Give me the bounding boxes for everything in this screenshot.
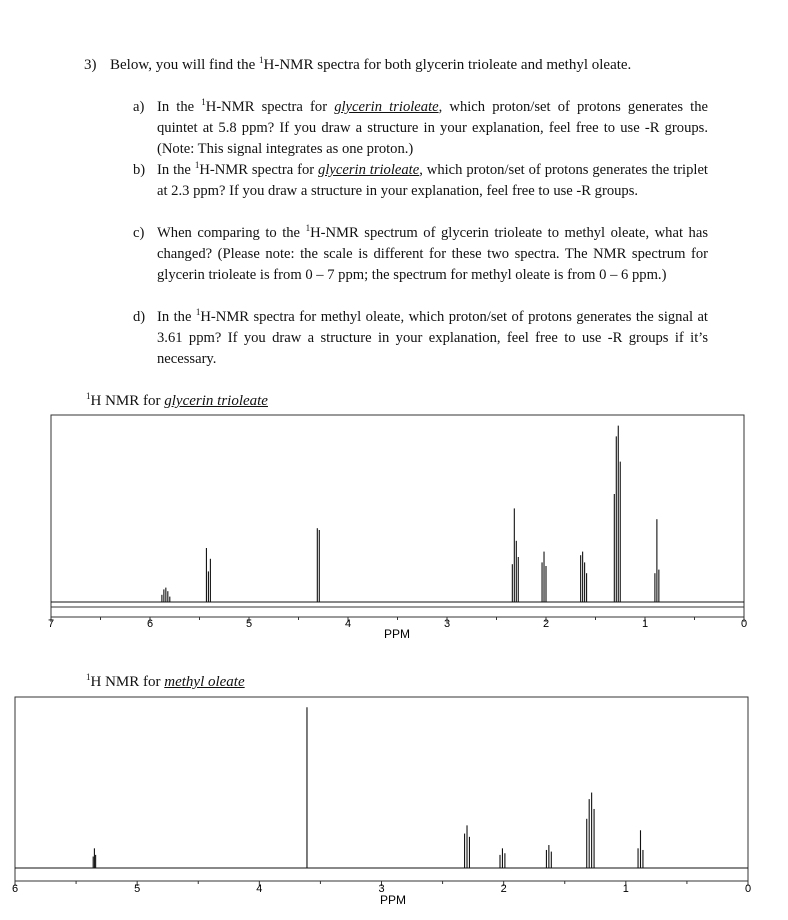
question-text-start: Below, you will find the — [110, 57, 260, 73]
axis-tick-label: 0 — [744, 883, 752, 895]
compound-name: glycerin trioleate — [318, 162, 420, 178]
compound-name: methyl oleate — [164, 674, 245, 690]
subquestion-letter: d) — [133, 309, 146, 325]
text: , which proton/set of protons generates the triplet at 2.3 ppm? If you draw a structure in your explanation, feel free to use -R groups. — [157, 162, 708, 199]
axis-tick-label: 2 — [542, 618, 550, 630]
title-text: H NMR for — [90, 393, 165, 409]
axis-tick-label: 5 — [134, 883, 141, 895]
text: In the — [157, 309, 196, 325]
axis-tick-label: 0 — [740, 618, 748, 630]
axis-tick-label: 4 — [344, 618, 352, 630]
compound-name: glycerin trioleate — [334, 99, 439, 115]
axis-tick-label: 1 — [622, 883, 629, 895]
text: H-NMR spectra for methyl oleate, which proton/set of protons generates the signal at 3.61 ppm? If you draw a structure in your explanation, feel free to use -R groups if it’s necessary. — [157, 309, 708, 367]
subquestion-body — [157, 223, 708, 286]
axis-tick-label: 6 — [146, 618, 154, 630]
subquestion-body — [157, 97, 708, 160]
subquestion-d — [133, 307, 708, 370]
question-text-end: H-NMR spectra for both glycerin trioleate and methyl oleate. — [263, 57, 632, 73]
superscript-one: 1 — [86, 391, 91, 401]
axis-tick-label: 1 — [641, 618, 649, 630]
text: H-NMR spectra for — [205, 99, 335, 115]
subquestion-body — [157, 160, 708, 202]
axis-tick-label: 3 — [443, 618, 451, 630]
text: , which proton/set of protons generates the quintet at 5.8 ppm? If you draw a structure in your explanation, feel free to use -R groups. (Note: This signal integrates as one proton.) — [157, 99, 708, 157]
subquestion-a — [133, 97, 708, 160]
spectrum-1-frame — [51, 415, 744, 617]
compound-name: glycerin trioleate — [164, 393, 268, 409]
superscript-one: 1 — [195, 307, 201, 317]
subquestion-body — [157, 307, 708, 370]
subquestion-c — [133, 223, 708, 286]
spectrum-1-xlabel: PPM — [383, 627, 411, 641]
spectrum-1-chart — [0, 410, 788, 640]
text: H-NMR spectrum of glycerin trioleate to methyl oleate, what has changed? (Please note: the scale is different for these two spectra. The NMR spectrum for glycerin trioleate is from 0 – 7 ppm; the spectrum for methyl oleate is from 0 – 6 ppm.) — [157, 225, 708, 283]
superscript-one: 1 — [194, 160, 200, 170]
title-text: H NMR for — [90, 674, 165, 690]
axis-tick-label: 4 — [256, 883, 263, 895]
subquestion-b — [133, 160, 708, 202]
spectrum-1-title — [86, 393, 268, 410]
question-number: 3) — [84, 57, 97, 73]
superscript-one: 1 — [305, 223, 311, 233]
spectrum-2-chart — [0, 692, 788, 912]
text: In the — [157, 99, 202, 115]
text: In the — [157, 162, 195, 178]
spectrum-1-peaks — [51, 426, 744, 602]
subquestion-letter: b) — [133, 162, 146, 178]
spectrum-2-xlabel: PPM — [379, 893, 407, 907]
spectrum-2-peaks — [15, 707, 748, 868]
text: H-NMR spectra for — [199, 162, 319, 178]
axis-tick-label: 5 — [245, 618, 253, 630]
spectrum-2-title — [86, 674, 245, 691]
axis-tick-label: 7 — [47, 618, 55, 630]
superscript-one: 1 — [86, 672, 91, 682]
question-3 — [84, 55, 724, 76]
superscript-one: 1 — [201, 97, 206, 107]
superscript-one: 1 — [259, 55, 264, 65]
subquestion-letter: c) — [133, 225, 145, 241]
axis-tick-label: 2 — [500, 883, 507, 895]
subquestion-letter: a) — [133, 99, 145, 115]
axis-tick-label: 6 — [11, 883, 19, 895]
text: When comparing to the — [157, 225, 306, 241]
axis-tick-label: 3 — [378, 883, 385, 895]
